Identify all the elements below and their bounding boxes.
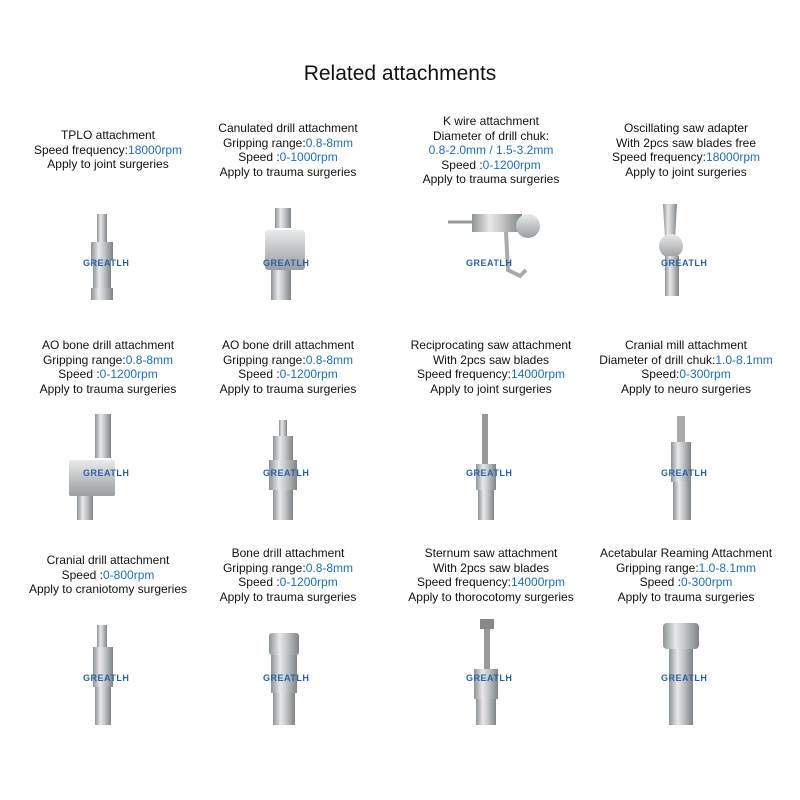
watermark-logo: GREATLH bbox=[466, 468, 513, 478]
attachment-spec-line bbox=[8, 582, 208, 597]
attachment-card-tplo bbox=[8, 128, 208, 172]
spec-label: Speed frequency: bbox=[33, 142, 129, 157]
attachment-spec-line bbox=[188, 136, 388, 151]
spec-label: AO bone drill attachment bbox=[41, 338, 175, 352]
attachment-spec-line bbox=[188, 382, 388, 397]
attachment-spec-line bbox=[391, 382, 591, 397]
attachment-description bbox=[188, 546, 388, 604]
attachment-card-sternum-saw bbox=[391, 546, 591, 604]
attachment-spec-line bbox=[391, 172, 591, 187]
spec-label: With 2pcs saw blades bbox=[432, 560, 550, 575]
spec-value: 0.8-8mm bbox=[125, 352, 174, 367]
attachment-description bbox=[586, 121, 786, 179]
spec-value: 14000rpm bbox=[511, 367, 566, 382]
attachment-spec-line bbox=[188, 353, 388, 368]
spec-label: Apply to trauma surgeries bbox=[617, 589, 755, 604]
attachment-spec-line bbox=[391, 561, 591, 576]
attachment-name bbox=[188, 546, 388, 561]
attachment-spec-line bbox=[586, 575, 786, 590]
attachment-card-bone-drill bbox=[188, 546, 388, 604]
attachment-spec-line bbox=[8, 157, 208, 172]
attachment-spec-line bbox=[391, 158, 591, 173]
watermark-logo: GREATLH bbox=[263, 258, 310, 268]
watermark-logo: GREATLH bbox=[83, 468, 130, 478]
attachment-card-cranial-drill bbox=[8, 553, 208, 597]
spec-label: Cranial mill attachment bbox=[624, 338, 748, 352]
spec-value: 1.0-8.1mm bbox=[698, 560, 757, 575]
watermark-logo: GREATLH bbox=[661, 673, 708, 683]
attachment-spec-line bbox=[8, 353, 208, 368]
spec-value: 0.8-2.0mm / 1.5-3.2mm bbox=[428, 143, 554, 158]
spec-label: Gripping range: bbox=[615, 560, 699, 575]
attachment-name bbox=[8, 338, 208, 353]
watermark-logo: GREATLH bbox=[263, 673, 310, 683]
attachment-name bbox=[391, 114, 591, 129]
spec-label: Gripping range: bbox=[222, 352, 306, 367]
attachment-spec-line bbox=[188, 367, 388, 382]
attachment-spec-line bbox=[391, 590, 591, 605]
attachment-spec-line bbox=[8, 382, 208, 397]
attachment-spec-line bbox=[188, 561, 388, 576]
attachment-card-ao-bone-drill-2 bbox=[188, 338, 388, 396]
spec-label: With 2pcs saw blades free bbox=[615, 135, 757, 150]
spec-value: 0-1200rpm bbox=[482, 157, 541, 172]
attachment-spec-line bbox=[391, 353, 591, 368]
attachment-spec-line bbox=[586, 150, 786, 165]
attachment-description bbox=[8, 338, 208, 396]
attachment-spec-line bbox=[586, 165, 786, 180]
attachment-spec-line bbox=[586, 353, 786, 368]
attachment-description bbox=[8, 553, 208, 597]
attachment-spec-line bbox=[188, 575, 388, 590]
attachment-spec-line bbox=[391, 129, 591, 144]
spec-label: Gripping range: bbox=[222, 560, 306, 575]
spec-label: Apply to joint surgeries bbox=[625, 164, 747, 179]
spec-label: Speed frequency: bbox=[611, 150, 707, 165]
spec-value: 1.0-8.1mm bbox=[715, 352, 773, 367]
attachment-spec-line bbox=[586, 561, 786, 576]
spec-label: AO bone drill attachment bbox=[221, 338, 355, 352]
spec-label: Oscillating saw adapter bbox=[623, 121, 749, 135]
attachment-name bbox=[391, 546, 591, 561]
spec-label: Acetabular Reaming Attachment bbox=[599, 546, 773, 560]
attachment-spec-line bbox=[391, 143, 591, 158]
attachment-name bbox=[586, 338, 786, 353]
spec-value: 0-300rpm bbox=[679, 367, 731, 382]
spec-label: Apply to trauma surgeries bbox=[219, 589, 357, 604]
spec-value: 14000rpm bbox=[511, 575, 566, 590]
spec-label: Apply to joint surgeries bbox=[47, 157, 169, 172]
spec-label: Apply to trauma surgeries bbox=[219, 164, 357, 179]
attachment-name bbox=[586, 546, 786, 561]
attachment-name bbox=[188, 338, 388, 353]
attachment-spec-line bbox=[391, 367, 591, 382]
spec-label: Bone drill attachment bbox=[231, 546, 345, 560]
attachment-card-ao-bone-drill bbox=[8, 338, 208, 396]
attachment-card-canulated-drill bbox=[188, 121, 388, 179]
spec-value: 0-1200rpm bbox=[279, 367, 338, 382]
spec-label: Apply to trauma surgeries bbox=[39, 381, 177, 396]
attachment-spec-line bbox=[8, 367, 208, 382]
page-title: Related attachments bbox=[303, 62, 497, 85]
attachment-spec-line bbox=[586, 590, 786, 605]
spec-label: Speed frequency: bbox=[416, 575, 512, 590]
attachment-description bbox=[188, 338, 388, 396]
spec-label: Apply to craniotomy surgeries bbox=[28, 582, 188, 597]
spec-label: Diameter of drill chuk: bbox=[432, 128, 550, 143]
attachment-spec-line bbox=[586, 382, 786, 397]
spec-label: Speed : bbox=[238, 575, 280, 590]
spec-label: Speed : bbox=[61, 567, 103, 582]
spec-label: Speed : bbox=[639, 575, 681, 590]
attachment-spec-line bbox=[586, 367, 786, 382]
spec-value: 18000rpm bbox=[128, 142, 183, 157]
attachment-spec-line bbox=[586, 136, 786, 151]
watermark-logo: GREATLH bbox=[83, 258, 130, 268]
spec-value: 0.8-8mm bbox=[305, 560, 354, 575]
spec-label: Speed : bbox=[58, 367, 100, 382]
watermark-logo: GREATLH bbox=[83, 673, 130, 683]
spec-label: Sternum saw attachment bbox=[424, 546, 558, 560]
spec-label: TPLO attachment bbox=[60, 128, 156, 142]
watermark-logo: GREATLH bbox=[661, 468, 708, 478]
attachment-card-reciprocating-saw bbox=[391, 338, 591, 396]
spec-label: Apply to trauma surgeries bbox=[219, 381, 357, 396]
spec-label: Cranial drill attachment bbox=[46, 553, 170, 567]
spec-value: 0.8-8mm bbox=[305, 352, 354, 367]
spec-value: 0-300rpm bbox=[681, 575, 733, 590]
watermark-logo: GREATLH bbox=[263, 468, 310, 478]
spec-value: 0-1200rpm bbox=[279, 575, 338, 590]
spec-label: Gripping range: bbox=[222, 135, 306, 150]
spec-label: Diameter of drill chuk: bbox=[599, 352, 716, 367]
attachment-name bbox=[188, 121, 388, 136]
attachment-spec-line bbox=[8, 143, 208, 158]
attachment-card-oscillating-saw bbox=[586, 121, 786, 179]
attachment-name bbox=[8, 128, 208, 143]
attachment-name bbox=[391, 338, 591, 353]
attachment-card-acetabular-reaming bbox=[586, 546, 786, 604]
attachment-description bbox=[188, 121, 388, 179]
attachment-description bbox=[586, 338, 786, 396]
spec-label: Speed : bbox=[238, 150, 280, 165]
spec-label: Reciprocating saw attachment bbox=[410, 338, 572, 352]
attachment-spec-line bbox=[188, 165, 388, 180]
spec-label: Apply to neuro surgeries bbox=[620, 381, 752, 396]
spec-value: 18000rpm bbox=[706, 150, 761, 165]
attachment-spec-line bbox=[8, 568, 208, 583]
attachment-card-k-wire bbox=[391, 114, 591, 187]
watermark-logo: GREATLH bbox=[661, 258, 708, 268]
watermark-logo: GREATLH bbox=[466, 673, 513, 683]
spec-label: Speed : bbox=[441, 157, 483, 172]
spec-label: Speed frequency: bbox=[416, 367, 512, 382]
spec-label: Apply to trauma surgeries bbox=[422, 172, 560, 187]
spec-label: Canulated drill attachment bbox=[218, 121, 358, 135]
spec-value: 0.8-8mm bbox=[305, 135, 354, 150]
spec-label: Speed : bbox=[238, 367, 280, 382]
attachment-description bbox=[391, 114, 591, 187]
spec-label: Speed: bbox=[641, 367, 680, 382]
attachment-card-cranial-mill bbox=[586, 338, 786, 396]
spec-label: K wire attachment bbox=[442, 114, 540, 128]
spec-label: Apply to thorocotomy surgeries bbox=[408, 589, 574, 604]
spec-label: Gripping range: bbox=[42, 352, 126, 367]
spec-value: 0-1200rpm bbox=[99, 367, 158, 382]
attachment-description bbox=[8, 128, 208, 172]
attachment-description bbox=[391, 338, 591, 396]
watermark-logo: GREATLH bbox=[466, 258, 513, 268]
attachment-spec-line bbox=[188, 590, 388, 605]
attachment-spec-line bbox=[391, 575, 591, 590]
attachment-spec-line bbox=[188, 150, 388, 165]
attachment-description bbox=[391, 546, 591, 604]
spec-value: 0-1000rpm bbox=[279, 150, 338, 165]
spec-label: With 2pcs saw blades bbox=[432, 352, 550, 367]
attachment-name bbox=[586, 121, 786, 136]
spec-value: 0-800rpm bbox=[103, 567, 155, 582]
spec-label: Apply to joint surgeries bbox=[430, 381, 552, 396]
attachment-name bbox=[8, 553, 208, 568]
attachment-description bbox=[586, 546, 786, 604]
